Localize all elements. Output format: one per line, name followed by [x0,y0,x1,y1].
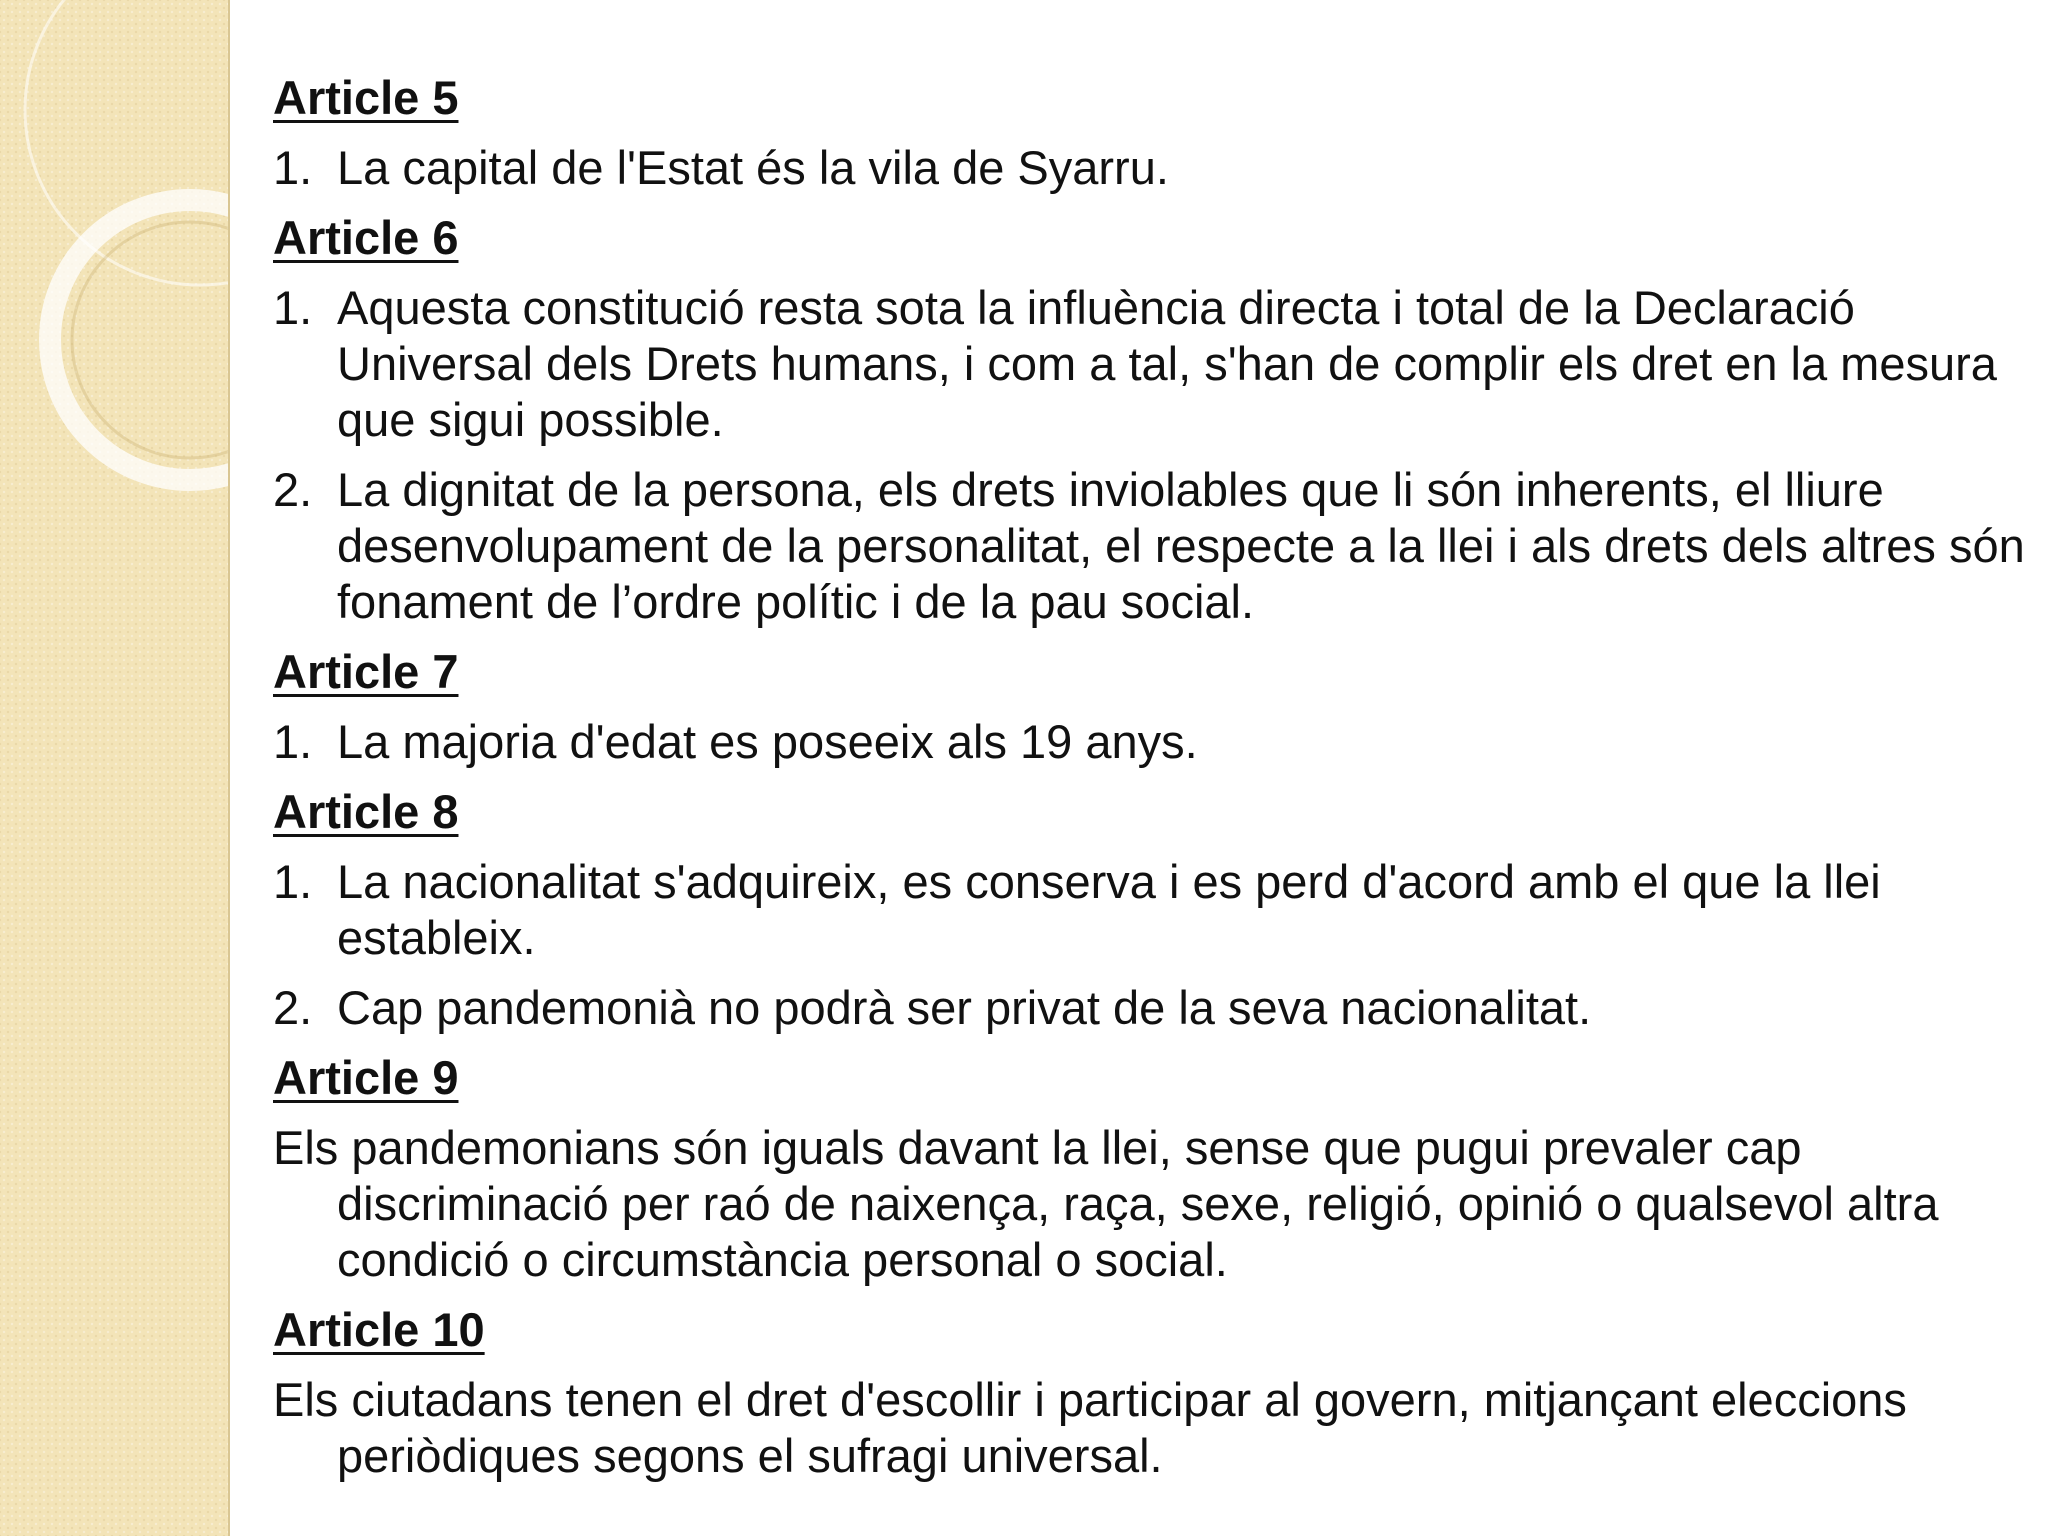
list-item [273,462,2033,630]
article-10 [273,1302,2033,1484]
list-item [273,280,2033,448]
item-number: 1. [273,715,313,768]
item-number: 1. [273,855,313,908]
article-heading: Article 7 [273,645,459,698]
item-number: 2. [273,981,313,1034]
decorative-side-panel [0,0,228,1536]
article-heading: Article 8 [273,785,459,838]
article-heading: Article 10 [273,1303,485,1356]
decorative-ring-inner [72,222,228,458]
item-text: La dignitat de la persona, els drets inviolables que li són inherents, el lliure desenvolupament de la personalitat, el respecte a la llei i als drets dels altres són fonament de l’ordre polític i de la pau social. [337,463,2025,628]
item-number: 2. [273,463,313,516]
article-9 [273,1050,2033,1288]
item-number: 1. [273,141,313,194]
panel-divider [228,0,230,1536]
decorative-ring-thick [50,200,228,480]
document-body [273,70,2033,1498]
item-text: La capital de l'Estat és la vila de Syarru. [337,141,1169,194]
list-item [273,980,2033,1036]
item-number: 1. [273,281,313,334]
article-paragraph: Els pandemonians són iguals davant la llei, sense que pugui prevaler cap discriminació per raó de naixença, raça, sexe, religió, opinió o qualsevol altra condició o circumstància personal o social. [273,1121,1939,1286]
article-paragraph: Els ciutadans tenen el dret d'escollir i participar al govern, mitjançant eleccions periòdiques segons el sufragi universal. [273,1373,1907,1482]
item-text: Aquesta constitució resta sota la influència directa i total de la Declaració Universal dels Drets humans, i com a tal, s'han de complir els dret en la mesura que sigui possible. [337,281,1997,446]
item-text: La nacionalitat s'adquireix, es conserva i es perd d'acord amb el que la llei estableix. [337,855,1881,964]
article-7 [273,644,2033,770]
article-5 [273,70,2033,196]
article-heading: Article 5 [273,71,459,124]
article-8 [273,784,2033,1036]
item-text: La majoria d'edat es poseeix als 19 anys. [337,715,1198,768]
list-item [273,140,2033,196]
article-heading: Article 9 [273,1051,459,1104]
decorative-rings [0,0,228,1536]
list-item [273,854,2033,966]
item-text: Cap pandemonià no podrà ser privat de la seva nacionalitat. [337,981,1592,1034]
article-heading: Article 6 [273,211,459,264]
article-6 [273,210,2033,630]
list-item [273,714,2033,770]
